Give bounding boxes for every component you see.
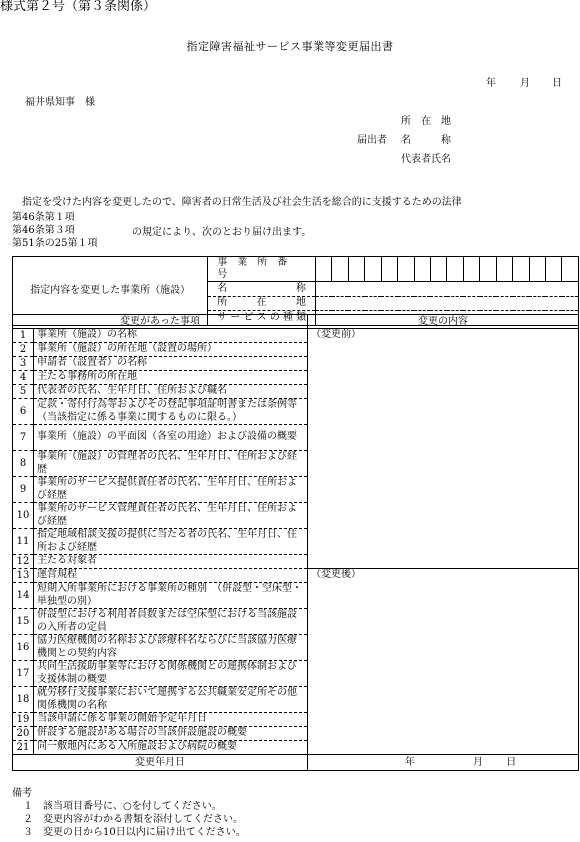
item-text: 事業所（施設）の所在地（設置の場所） [34, 343, 308, 357]
item-text: 申請者（設置者）の名称 [34, 357, 308, 371]
item-text: 同一敷地内にある入所施設および病院の概要 [34, 741, 308, 755]
notes-heading: 備考 [12, 788, 32, 799]
note-item: ２ 変更内容がわかる書類を添付してください。 [23, 814, 243, 825]
document-title: 指定障害福祉サービス事業等変更届出書 [186, 40, 394, 53]
after-change-label: （変更後） [311, 569, 361, 580]
facility-address-field[interactable] [316, 296, 579, 311]
item-text: 短期入所事業所における事業所の種別 （併設型・空床型・単独型の別） [34, 583, 308, 609]
note-item: ３ 変更の日から10日以内に届け出てください。 [23, 827, 246, 838]
item-number[interactable]: 2 [13, 343, 34, 357]
facility-service-label: サ ー ビ ス の 種 類 [208, 311, 316, 326]
notes-section [12, 787, 246, 839]
facility-number-cell[interactable] [348, 257, 364, 282]
item-text: 協力医療機関の名称および診療科名ならびに当該協力医療機関との契約内容 [34, 635, 308, 661]
facility-number-cell[interactable] [414, 257, 430, 282]
item-number[interactable]: 15 [13, 609, 34, 635]
item-number[interactable]: 9 [13, 477, 34, 503]
item-text: 指定地域相談支援の提供に当たる者の氏名、生年月日、住所および経歴 [34, 529, 308, 555]
item-text: 併設型における利用者員数または空床型における当該施設の入所者の定員 [34, 609, 308, 635]
law-article-3: 第51条の25第１項 [12, 238, 98, 249]
facility-name-label: 名 称 [208, 282, 316, 297]
changes-header-right: 変更の内容 [308, 315, 579, 329]
item-text: 就労移行支援事業において連携する公共職業安定所その他関係機関の名称 [34, 687, 308, 713]
item-text: 主たる事務所の所在地 [34, 371, 308, 385]
facility-number-cell[interactable] [381, 257, 397, 282]
item-text: 定款・寄付行為等およびその登記事項証明書または条例等（当該指定に係る事業に関するものに限る。） [34, 399, 308, 425]
change-date-label: 変更年月日 [13, 755, 308, 771]
item-number[interactable]: 18 [13, 687, 34, 713]
facility-label: 指定内容を変更した事業所（施設） [13, 257, 208, 326]
item-text: 事業所（施設）の管理者の氏名、生年月日、住所および経歴 [34, 451, 308, 477]
item-text: 事業所（施設）の名称 [34, 329, 308, 343]
item-text: 事業所のサービス管理責任者の氏名、生年月日、住所および経歴 [34, 503, 308, 529]
item-number[interactable]: 8 [13, 451, 34, 477]
law-article-2: 第46条第３項 [12, 225, 75, 236]
registrant-name-label: 名 称 [401, 135, 451, 146]
facility-number-label: 事 業 所 番 号 [208, 257, 316, 282]
item-text: 主たる対象者 [34, 555, 308, 569]
item-text: 事業所のサービス提供責任者の氏名、生年月日、住所および経歴 [34, 477, 308, 503]
item-number[interactable]: 16 [13, 635, 34, 661]
facility-number-cell[interactable] [430, 257, 446, 282]
item-number[interactable]: 20 [13, 727, 34, 741]
item-text: 当該申請に係る事業の開始予定年月日 [34, 713, 308, 727]
facility-number-cell[interactable] [463, 257, 479, 282]
facility-number-cell[interactable] [529, 257, 545, 282]
item-number[interactable]: 17 [13, 661, 34, 687]
addressee: 福井県知事 様 [25, 97, 95, 108]
item-number[interactable]: 7 [13, 425, 34, 451]
form-code: 様式第２号（第３条関係） [0, 0, 157, 14]
item-number[interactable]: 12 [13, 555, 34, 569]
facility-number-cell[interactable] [562, 257, 579, 282]
registrant-rep-label: 代表者氏名 [401, 154, 451, 165]
facility-number-cell[interactable] [365, 257, 381, 282]
item-number[interactable]: 10 [13, 503, 34, 529]
item-number[interactable]: 19 [13, 713, 34, 727]
change-date-day: 日 [506, 756, 517, 768]
changes-header-left: 変更があった事項 [13, 315, 308, 329]
item-number[interactable]: 1 [13, 329, 34, 343]
item-number[interactable]: 13 [13, 569, 34, 583]
submission-clause: の規定により、次のとおり届け出ます。 [132, 227, 312, 238]
facility-number-cell[interactable] [398, 257, 414, 282]
facility-number-cell[interactable] [480, 257, 496, 282]
item-text: 併設する施設がある場合の当該併設施設の概要 [34, 727, 308, 741]
item-number[interactable]: 4 [13, 371, 34, 385]
item-text: 共同生活援助事業等における関係機関との連携体制および支援体制の概要 [34, 661, 308, 687]
facility-number-cell[interactable] [316, 257, 332, 282]
item-number[interactable]: 5 [13, 385, 34, 399]
facility-number-cell[interactable] [447, 257, 463, 282]
date-year: 年 [486, 78, 496, 89]
date-day: 日 [552, 78, 562, 89]
item-number[interactable]: 6 [13, 399, 34, 425]
registrant-label: 届出者 [357, 135, 387, 146]
item-number[interactable]: 21 [13, 741, 34, 755]
change-date-field[interactable] [308, 755, 579, 771]
facility-address-label: 所 在 地 [208, 296, 316, 311]
before-change-label: （変更前） [311, 329, 361, 340]
law-article-1: 第46条第１項 [12, 212, 75, 223]
item-number[interactable]: 14 [13, 583, 34, 609]
changes-table [12, 314, 579, 771]
facility-number-cell[interactable] [513, 257, 529, 282]
registrant-address-label: 所 在 地 [401, 116, 451, 127]
before-change-field[interactable] [308, 329, 579, 569]
note-item: １ 該当項目番号に、○を付してください。 [23, 801, 222, 812]
item-number[interactable]: 11 [13, 529, 34, 555]
item-text: 代表者の氏名、生年月日、住所および職名 [34, 385, 308, 399]
facility-name-field[interactable] [316, 282, 579, 297]
facility-number-cell[interactable] [332, 257, 348, 282]
date-month: 月 [520, 78, 530, 89]
change-date-month: 月 [473, 756, 483, 768]
facility-number-cell[interactable] [496, 257, 512, 282]
intro-text: 指定を受けた内容を変更したので、障害者の日常生活及び社会生活を総合的に支援するための法律 [22, 197, 462, 208]
change-date-year: 年 [404, 756, 415, 768]
item-text: 事業所（施設）の平面図（各室の用途）および設備の概要 [34, 425, 308, 451]
item-text: 運営規程 [34, 569, 308, 583]
after-change-field[interactable] [308, 569, 579, 755]
item-number[interactable]: 3 [13, 357, 34, 371]
facility-number-cell[interactable] [545, 257, 561, 282]
